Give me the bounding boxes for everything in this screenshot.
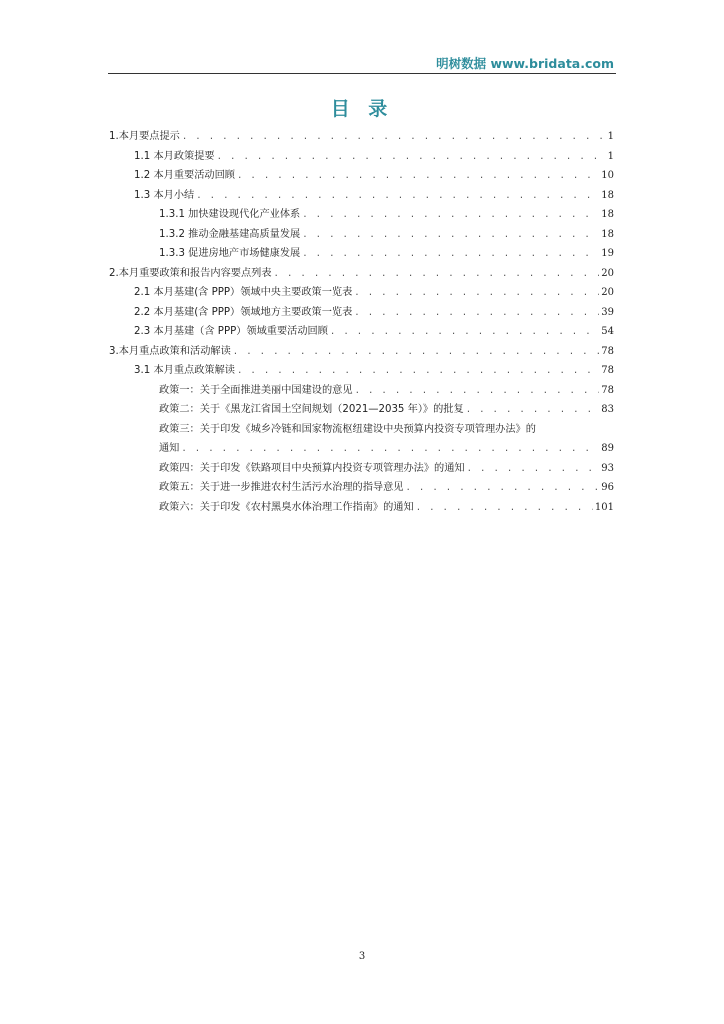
toc-entry-label: 2.本月重要政策和报告内容要点列表 [109,267,272,279]
toc-entry[interactable] [109,322,614,342]
header-brand: 明树数据 www.bridata.com [436,56,614,71]
toc-entry-label: 3.1 本月重点政策解读 [134,365,235,376]
toc-entry-label: 政策二：关于《黑龙江省国土空间规划（2021—2035 年）》的批复 [159,404,464,415]
toc-entry-label: 政策六：关于印发《农村黑臭水体治理工作指南》的通知 [159,501,414,513]
toc-entry-label: 2.1 本月基建(含 PPP）领域中央主要政策一览表 [134,287,353,298]
toc-leader-dots [237,366,599,376]
toc-entry-page: 18 [601,189,614,201]
toc-entry-label: 政策四：关于印发《铁路项目中央预算内投资专项管理办法》的通知 [159,462,465,474]
toc-entry[interactable] [109,244,614,264]
toc-entry[interactable] [109,361,614,381]
toc-entry-label: 政策一：关于全面推进美丽中国建设的意见 [159,384,353,396]
toc-entry-page: 20 [601,287,614,298]
toc-entry-page: 89 [601,443,614,454]
toc-entry-label: 2.2 本月基建(含 PPP）领域地方主要政策一览表 [134,306,353,318]
toc-entry-page: 1 [607,150,614,162]
toc-entry[interactable] [109,186,614,206]
toc-leader-dots [302,210,599,220]
toc-entry-label[interactable]: 政策三：关于印发《城乡冷链和国家物流枢纽建设中央预算内投资专项管理办法》的 [159,423,536,435]
toc-leader-dots [416,503,593,513]
toc-entry-page: 54 [601,326,614,337]
toc-entry-label: 1.本月要点提示 [109,131,180,142]
toc-entry-page: 83 [601,404,614,415]
toc-leader-dots [196,191,599,201]
toc-entry-page: 101 [594,501,614,513]
toc-entry-label: 1.3.2 推动金融基建高质量发展 [159,228,301,240]
toc-entry-page: 78 [601,384,614,396]
toc-leader-dots [233,347,599,357]
toc-entry-page: 96 [601,482,614,493]
toc-entry-label: 1.3 本月小结 [134,189,195,201]
toc-entry[interactable] [109,225,614,245]
toc-entry-label: 政策五：关于进一步推进农村生活污水治理的指导意见 [159,482,404,493]
toc-entry-label-continued: 通知 [159,443,180,454]
toc-leader-dots [302,230,599,240]
toc-entry-label: 1.3.3 促进房地产市场健康发展 [159,248,301,259]
toc-entry-page: 19 [601,248,614,259]
toc-entry-page: 18 [601,209,614,220]
toc-leader-dots [217,152,606,162]
toc-leader-dots [182,132,606,142]
toc-entry-label: 1.1 本月政策提要 [134,150,215,162]
toc-entry-label: 3.本月重点政策和活动解读 [109,345,231,357]
toc-leader-dots [355,386,600,396]
toc-entry[interactable] [109,205,614,225]
toc-entry-page: 78 [601,345,614,357]
toc-title: 目 录 [330,98,394,120]
toc-entry[interactable] [109,166,614,186]
table-of-contents [109,127,614,517]
toc-entry[interactable] [109,478,614,498]
toc-entry[interactable] [109,439,614,459]
toc-entry-label: 1.3.1 加快建设现代化产业体系 [159,209,301,220]
toc-entry[interactable] [109,127,614,147]
toc-leader-dots [406,483,600,493]
toc-leader-dots [466,405,600,415]
toc-leader-dots [330,327,599,337]
toc-entry-page: 39 [601,306,614,318]
toc-leader-dots [237,171,599,181]
toc-entry-page: 93 [601,462,614,474]
toc-leader-dots [274,269,600,279]
page-number: 3 [358,951,366,962]
toc-entry-page: 20 [601,267,614,279]
toc-entry[interactable] [109,342,614,362]
toc-entry-page: 1 [607,131,614,142]
toc-entry-page: 78 [601,365,614,376]
toc-leader-dots [354,308,599,318]
toc-entry-page: 18 [601,228,614,240]
toc-entry-label: 2.3 本月基建（含 PPP）领域重要活动回顾 [134,326,328,337]
toc-entry-label: 1.2 本月重要活动回顾 [134,170,235,181]
toc-entry[interactable] [109,459,614,479]
toc-entry-page: 10 [601,170,614,181]
toc-leader-dots [354,288,599,298]
toc-entry[interactable] [109,400,614,420]
toc-entry[interactable] [109,147,614,167]
toc-entry[interactable] [109,303,614,323]
toc-leader-dots [181,444,599,454]
toc-entry[interactable] [109,381,614,401]
toc-entry[interactable] [109,498,614,518]
toc-leader-dots [467,464,600,474]
toc-entry[interactable] [109,264,614,284]
header-rule [108,73,616,74]
toc-entry[interactable] [109,283,614,303]
toc-leader-dots [302,249,599,259]
